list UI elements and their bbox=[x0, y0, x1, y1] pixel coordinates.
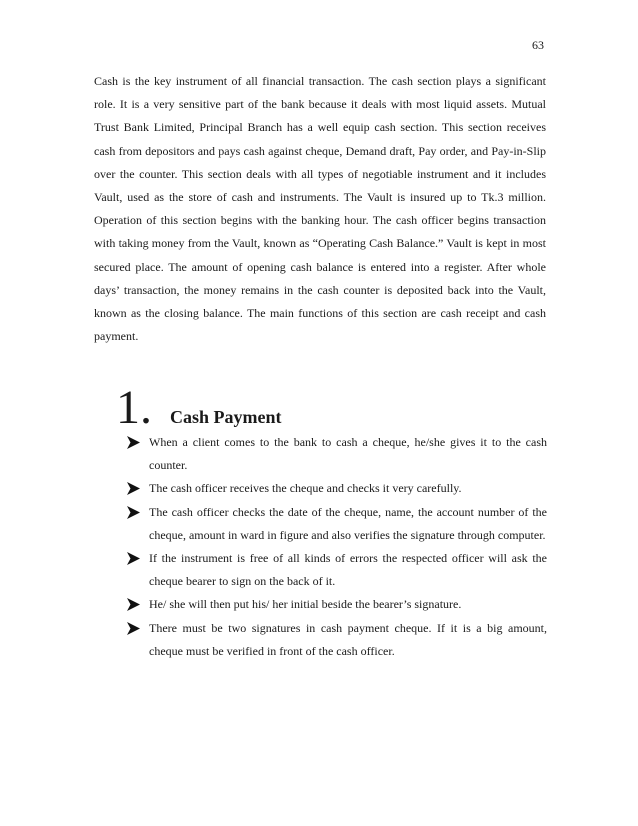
intro-paragraph: Cash is the key instrument of all financial transaction. The cash section plays a significant role. It is a very sensitive part of the bank because it deals with most liquid assets. Mutual Trust Bank Limited, Principal Branch has a well equip cash section. This section receives cash from depositors and pays cash against cheque, Demand draft, Pay order, and Pay-in-Slip over the counter. This section deals with all types of negotiable instrument and it includes Vault, used as the store of cash and instruments. The Vault is insured up to Tk.3 million. Operation of this section begins with the banking hour. The cash officer begins transaction with taking money from the Vault, known as “Operating Cash Balance.” Vault is kept in most secured place. The amount of opening cash balance is entered into a register. After whole days’ transaction, the money remains in the cash counter is deposited back into the Vault, known as the closing balance. The main functions of this section are cash receipt and cash payment. bbox=[94, 74, 546, 344]
list-item-text: When a client comes to the bank to cash a cheque, he/she gives it to the cash counter. bbox=[149, 435, 547, 473]
list-item-text: The cash officer checks the date of the cheque, name, the account number of the cheque, amount in ward in figure and also verifies the signature through computer. bbox=[149, 504, 547, 542]
arrow-bullet-icon bbox=[125, 477, 149, 500]
arrow-bullet-icon bbox=[125, 431, 149, 454]
page-number: 63 bbox=[532, 38, 544, 52]
section-title: Cash Payment bbox=[170, 407, 282, 427]
list-item bbox=[125, 501, 547, 547]
list-item-text: He/ she will then put his/ her initial beside the bearer’s signature. bbox=[149, 597, 462, 612]
list-item bbox=[125, 593, 547, 616]
list-item bbox=[125, 617, 547, 663]
section-heading bbox=[116, 383, 282, 433]
arrow-bullet-icon bbox=[125, 501, 149, 524]
section-number: 1. bbox=[116, 381, 152, 434]
list-item-text: The cash officer receives the cheque and checks it very carefully. bbox=[149, 481, 462, 496]
list-item bbox=[125, 477, 547, 500]
list-item-text: There must be two signatures in cash payment cheque. If it is a big amount, cheque must be verified in front of the cash officer. bbox=[149, 620, 547, 658]
arrow-bullet-icon bbox=[125, 547, 149, 570]
list-item-text: If the instrument is free of all kinds of errors the respected officer will ask the cheque bearer to sign on the back of it. bbox=[149, 551, 547, 589]
arrow-bullet-icon bbox=[125, 593, 149, 616]
bullet-list bbox=[125, 431, 547, 663]
arrow-bullet-icon bbox=[125, 617, 149, 640]
list-item bbox=[125, 547, 547, 593]
list-item bbox=[125, 431, 547, 477]
